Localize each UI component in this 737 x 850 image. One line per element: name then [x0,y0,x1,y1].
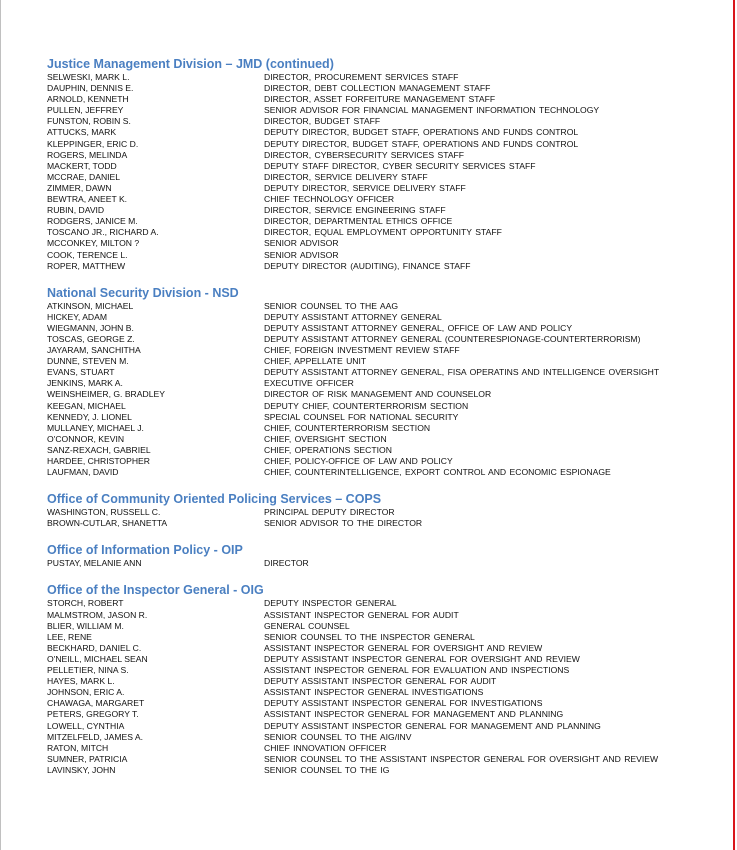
staff-row [47,456,727,467]
directory-section [47,543,727,569]
staff-name: EVANS, STUART [47,367,115,378]
staff-row [47,367,727,378]
staff-title: CHIEF, OPERATIONS SECTION [264,444,392,455]
staff-name: LOWELL, CYNTHIA [47,720,125,731]
staff-row [47,621,727,632]
section-heading: Office of Community Oriented Policing Services – COPS [47,492,382,507]
staff-title: DEPUTY INSPECTOR GENERAL [264,598,397,609]
staff-name: PETERS, GREGORY T. [47,709,139,720]
staff-row [47,732,727,743]
staff-row [47,378,727,389]
staff-title: SENIOR COUNSEL TO THE AIG/INV [264,731,412,742]
staff-name: COOK, TERENCE L. [47,249,128,260]
section-heading: National Security Division - NSD [47,285,239,300]
staff-row [47,323,727,334]
section-heading: Office of the Inspector General - OIG [47,583,264,598]
directory-section [47,57,727,272]
staff-name: TOSCANO JR., RICHARD A. [47,227,159,238]
staff-row [47,676,727,687]
staff-row [47,743,727,754]
directory-section [47,583,727,776]
staff-title: CHIEF, COUNTERINTELLIGENCE, EXPORT CONTROL AND ECONOMIC ESPIONAGE [264,467,611,478]
staff-name: HARDEE, CHRISTOPHER [47,456,150,466]
staff-title: DEPUTY ASSISTANT INSPECTOR GENERAL FOR INVESTIGATIONS [264,698,543,709]
staff-row [47,709,727,720]
staff-row [47,445,727,456]
staff-row [47,423,727,434]
staff-name: PUSTAY, MELANIE ANN [47,558,142,569]
staff-row [47,334,727,345]
staff-title: DIRECTOR, ASSET FORFEITURE MANAGEMENT STAFF [264,94,496,105]
staff-title: ASSISTANT INSPECTOR GENERAL FOR AUDIT [264,609,459,620]
staff-name: DUNNE, STEVEN M. [47,356,129,367]
staff-title: DIRECTOR, SERVICE ENGINEERING STAFF [264,205,446,216]
staff-name: SUMNER, PATRICIA [47,753,128,764]
staff-name: BLIER, WILLIAM M. [47,620,124,631]
staff-name: SELWESKI, MARK L. [47,72,130,82]
staff-row [47,643,727,654]
staff-title: CHIEF, APPELLATE UNIT [264,356,367,367]
staff-title: DEPUTY STAFF DIRECTOR, CYBER SECURITY SERVICES STAFF [264,160,536,171]
directory-section [47,286,727,479]
staff-name: SANZ-REXACH, GABRIEL [47,444,151,455]
staff-name: PELLETIER, NINA S. [47,665,129,676]
staff-row [47,467,727,478]
staff-name: JAYARAM, SANCHITHA [47,345,141,356]
staff-name: PULLEN, JEFFREY [47,105,124,116]
staff-name: RODGERS, JANICE M. [47,216,138,227]
staff-name: STORCH, ROBERT [47,598,124,609]
staff-name: MITZELFELD, JAMES A. [47,731,143,742]
staff-name: HICKEY, ADAM [47,311,108,322]
staff-row [47,434,727,445]
staff-name: RUBIN, DAVID [47,205,105,216]
staff-row [47,754,727,765]
staff-row [47,632,727,643]
staff-title: DIRECTOR, SERVICE DELIVERY STAFF [264,171,428,182]
staff-name: O'NEILL, MICHAEL SEAN [47,653,148,664]
staff-name: LAVINSKY, JOHN [47,764,116,775]
staff-row [47,765,727,776]
staff-name: DAUPHIN, DENNIS E. [47,83,134,94]
staff-name: WIEGMANN, JOHN B. [47,322,134,333]
directory-content [47,57,727,790]
section-heading: Justice Management Division – JMD (continued) [47,57,334,71]
staff-row [47,161,727,172]
staff-name: MCCRAE, DANIEL [47,171,121,182]
staff-row [47,172,727,183]
staff-title: DEPUTY ASSISTANT ATTORNEY GENERAL (COUNTERESPIONAGE-COUNTERTERRORISM) [264,333,641,344]
staff-title: DEPUTY CHIEF, COUNTERTERRORISM SECTION [264,400,469,411]
staff-name: MACKERT, TODD [47,160,117,171]
staff-title: PRINCIPAL DEPUTY DIRECTOR [264,507,395,518]
staff-title: DEPUTY DIRECTOR (AUDITING), FINANCE STAFF [264,260,471,271]
staff-title: DIRECTOR OF RISK MANAGEMENT AND COUNSELOR [264,389,492,400]
staff-row [47,116,727,127]
staff-title: ASSISTANT INSPECTOR GENERAL FOR MANAGEMENT AND PLANNING [264,709,564,720]
staff-title: DEPUTY ASSISTANT INSPECTOR GENERAL FOR MANAGEMENT AND PLANNING [264,720,601,731]
staff-row [47,721,727,732]
staff-name: ROGERS, MELINDA [47,149,128,160]
staff-row [47,558,727,569]
staff-title: SPECIAL COUNSEL FOR NATIONAL SECURITY [264,411,459,422]
staff-name: CHAWAGA, MARGARET [47,698,145,709]
staff-name: LEE, RENE [47,631,92,642]
staff-title: SENIOR ADVISOR [264,249,339,260]
staff-title: DIRECTOR, BUDGET STAFF [264,116,381,127]
staff-row [47,94,727,105]
staff-row [47,598,727,609]
staff-row [47,345,727,356]
staff-name: ARNOLD, KENNETH [47,94,129,105]
staff-title: SENIOR COUNSEL TO THE INSPECTOR GENERAL [264,631,475,642]
staff-name: MALMSTROM, JASON R. [47,609,148,620]
staff-row [47,139,727,150]
staff-row [47,665,727,676]
staff-name: ATTUCKS, MARK [47,127,117,138]
staff-row [47,250,727,261]
staff-title: CHIEF, FOREIGN INVESTMENT REVIEW STAFF [264,345,460,356]
staff-title: SENIOR ADVISOR [264,238,339,249]
staff-row [47,687,727,698]
staff-row [47,356,727,367]
staff-name: KEEGAN, MICHAEL [47,400,126,411]
staff-title: CHIEF INNOVATION OFFICER [264,742,387,753]
staff-title: DIRECTOR, CYBERSECURITY SERVICES STAFF [264,149,465,160]
staff-row [47,216,727,227]
staff-row [47,183,727,194]
staff-title: CHIEF, COUNTERTERRORISM SECTION [264,422,431,433]
staff-title: EXECUTIVE OFFICER [264,378,354,389]
staff-title: CHIEF, OVERSIGHT SECTION [264,433,387,444]
staff-title: DIRECTOR [264,558,309,569]
staff-name: ATKINSON, MICHAEL [47,300,134,311]
staff-row [47,261,727,272]
staff-title: SENIOR COUNSEL TO THE IG [264,764,390,775]
staff-row [47,412,727,423]
staff-name: BEWTRA, ANEET K. [47,194,128,205]
staff-title: DEPUTY DIRECTOR, BUDGET STAFF, OPERATIONS AND FUNDS CONTROL [264,138,579,149]
directory-section [47,492,727,529]
staff-row [47,150,727,161]
staff-name: KENNEDY, J. LIONEL [47,411,132,422]
staff-name: BECKHARD, DANIEL C. [47,642,142,653]
staff-title: DEPUTY ASSISTANT ATTORNEY GENERAL, OFFICE OF LAW AND POLICY [264,322,573,333]
staff-name: FUNSTON, ROBIN S. [47,116,131,127]
staff-title: DIRECTOR, PROCUREMENT SERVICES STAFF [264,72,459,82]
staff-row [47,83,727,94]
staff-row [47,194,727,205]
section-heading: Office of Information Policy - OIP [47,543,243,558]
staff-row [47,127,727,138]
staff-row [47,389,727,400]
staff-row [47,301,727,312]
staff-name: MCCONKEY, MILTON ? [47,238,140,249]
staff-row [47,238,727,249]
staff-name: JOHNSON, ERIC A. [47,687,125,698]
staff-row [47,610,727,621]
staff-row [47,72,727,83]
staff-name: ZIMMER, DAWN [47,182,112,193]
staff-row [47,654,727,665]
staff-title: DEPUTY ASSISTANT ATTORNEY GENERAL [264,311,442,322]
staff-row [47,312,727,323]
staff-name: O'CONNOR, KEVIN [47,433,125,444]
staff-row [47,227,727,238]
staff-title: DIRECTOR, DEPARTMENTAL ETHICS OFFICE [264,216,453,227]
staff-row [47,401,727,412]
staff-title: DEPUTY ASSISTANT INSPECTOR GENERAL FOR AUDIT [264,676,497,687]
staff-row [47,105,727,116]
staff-row [47,698,727,709]
staff-title: SENIOR COUNSEL TO THE ASSISTANT INSPECTOR GENERAL FOR OVERSIGHT AND REVIEW [264,753,659,764]
staff-name: JENKINS, MARK A. [47,378,123,389]
staff-title: SENIOR COUNSEL TO THE AAG [264,300,399,311]
staff-name: ROPER, MATTHEW [47,260,126,271]
staff-title: GENERAL COUNSEL [264,620,350,631]
staff-row [47,205,727,216]
staff-title: DEPUTY ASSISTANT INSPECTOR GENERAL FOR OVERSIGHT AND REVIEW [264,653,580,664]
staff-name: HAYES, MARK L. [47,676,115,687]
staff-title: CHIEF, POLICY-OFFICE OF LAW AND POLICY [264,456,453,466]
staff-title: DEPUTY DIRECTOR, SERVICE DELIVERY STAFF [264,182,466,193]
staff-row [47,518,727,529]
staff-title: DIRECTOR, DEBT COLLECTION MANAGEMENT STAFF [264,83,491,94]
staff-title: CHIEF TECHNOLOGY OFFICER [264,194,395,205]
staff-name: LAUFMAN, DAVID [47,467,119,478]
staff-name: WEINSHEIMER, G. BRADLEY [47,389,165,400]
staff-name: WASHINGTON, RUSSELL C. [47,507,161,518]
staff-title: ASSISTANT INSPECTOR GENERAL FOR OVERSIGHT AND REVIEW [264,642,543,653]
staff-title: SENIOR ADVISOR FOR FINANCIAL MANAGEMENT INFORMATION TECHNOLOGY [264,105,600,116]
staff-title: SENIOR ADVISOR TO THE DIRECTOR [264,518,423,529]
staff-name: KLEPPINGER, ERIC D. [47,138,139,149]
staff-title: DEPUTY ASSISTANT ATTORNEY GENERAL, FISA OPERATINS AND INTELLIGENCE OVERSIGHT [264,367,660,378]
staff-title: DIRECTOR, EQUAL EMPLOYMENT OPPORTUNITY STAFF [264,227,502,238]
staff-name: BROWN-CUTLAR, SHANETTA [47,518,168,529]
staff-row [47,507,727,518]
staff-title: DEPUTY DIRECTOR, BUDGET STAFF, OPERATIONS AND FUNDS CONTROL [264,127,579,138]
staff-name: TOSCAS, GEORGE Z. [47,333,135,344]
staff-title: ASSISTANT INSPECTOR GENERAL INVESTIGATIONS [264,687,484,698]
staff-name: RATON, MITCH [47,742,109,753]
staff-name: MULLANEY, MICHAEL J. [47,422,144,433]
staff-title: ASSISTANT INSPECTOR GENERAL FOR EVALUATION AND INSPECTIONS [264,665,570,676]
